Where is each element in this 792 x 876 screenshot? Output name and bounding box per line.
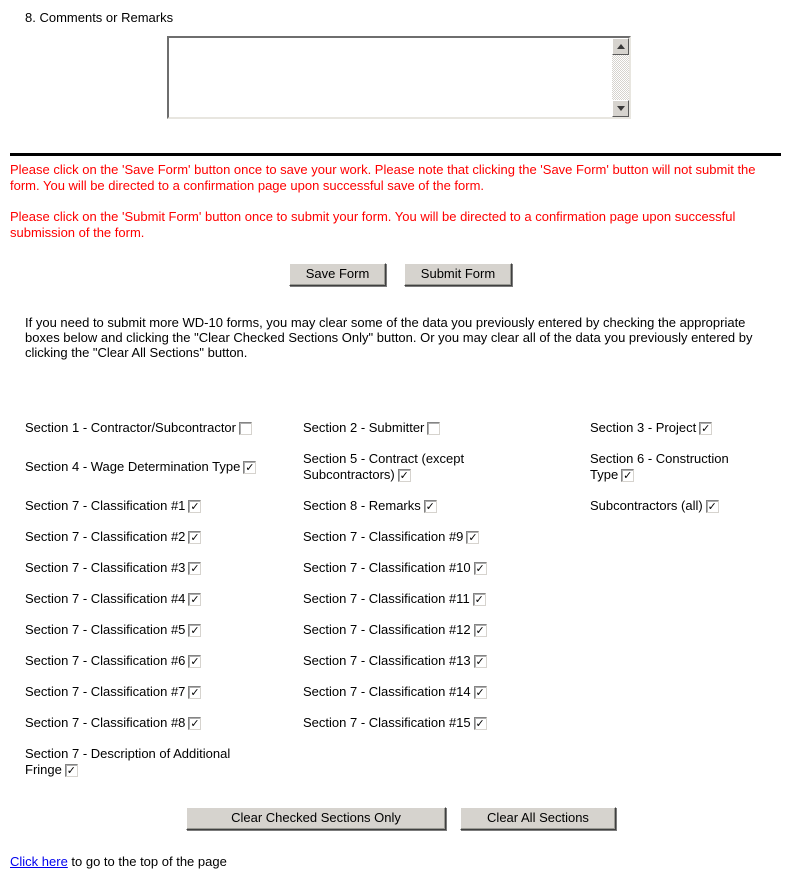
section-checkbox-label: Section 2 - Submitter <box>303 420 425 435</box>
comments-label: 8. Comments or Remarks <box>25 10 174 25</box>
comments-scrollbar <box>612 38 629 117</box>
section-checkbox[interactable] <box>239 422 252 435</box>
section-checkbox[interactable]: ✓ <box>701 422 711 435</box>
section-checkbox-cell <box>25 498 267 514</box>
section-checkbox[interactable]: ✓ <box>399 469 409 482</box>
section-checkbox-cell <box>25 420 267 436</box>
footer-text: to go to the top of the page <box>67 854 227 869</box>
comments-textarea-frame <box>167 36 631 119</box>
section-checkbox-cell <box>25 653 267 669</box>
section-checkbox-cell <box>303 622 521 638</box>
section-checkbox-label: Section 7 - Classification #11 <box>303 591 470 606</box>
section-checkbox-label: Section 7 - Classification #1 <box>25 498 186 513</box>
section-checkbox[interactable]: ✓ <box>475 717 485 730</box>
section-checkbox[interactable]: ✓ <box>190 624 200 637</box>
submit-form-button[interactable]: Submit Form <box>404 263 512 286</box>
section-checkbox-cell <box>303 420 521 436</box>
section-checkbox[interactable] <box>427 422 440 435</box>
section-checkbox[interactable]: ✓ <box>468 531 478 544</box>
section-checkbox[interactable]: ✓ <box>190 655 200 668</box>
down-arrow-icon <box>617 106 625 111</box>
section-checkbox[interactable]: ✓ <box>475 562 485 575</box>
scrollbar-track[interactable] <box>612 55 629 100</box>
section-checkbox[interactable]: ✓ <box>190 531 200 544</box>
section-checkbox[interactable]: ✓ <box>245 461 255 474</box>
section-checkbox-cell <box>303 653 521 669</box>
section-checkbox[interactable]: ✓ <box>190 562 200 575</box>
section-checkbox-label: Section 5 - Contract (except Subcontractors) <box>303 451 465 482</box>
comments-textarea[interactable] <box>169 38 612 117</box>
section-checkbox-label: Section 7 - Classification #12 <box>303 622 471 637</box>
section-checkbox[interactable]: ✓ <box>190 717 200 730</box>
top-of-page-link[interactable]: Click here <box>10 854 68 869</box>
section-checkbox-label: Section 7 - Classification #4 <box>25 591 186 606</box>
section-checkbox-cell <box>303 715 521 731</box>
section-checkbox[interactable]: ✓ <box>425 500 435 513</box>
section-checkbox-cell <box>303 451 521 483</box>
section-checkbox-label: Section 7 - Classification #2 <box>25 529 186 544</box>
section-checkbox-label: Section 7 - Classification #5 <box>25 622 186 637</box>
clear-checked-sections-button[interactable]: Clear Checked Sections Only <box>186 807 446 830</box>
section-checkbox-label: Section 7 - Description of Additional Fringe <box>25 746 231 777</box>
section-checkbox-label: Section 8 - Remarks <box>303 498 421 513</box>
footer <box>10 854 227 869</box>
section-checkbox-cell <box>25 560 267 576</box>
save-form-button[interactable]: Save Form <box>289 263 386 286</box>
section-checkbox-cell <box>25 746 267 778</box>
submit-instructions-text: Please click on the 'Submit Form' button once to submit your form. You will be directed to a confirmation page upon successful submission of the form. <box>10 209 736 240</box>
section-checkbox-label: Subcontractors (all) <box>590 498 703 513</box>
clear-all-sections-button[interactable]: Clear All Sections <box>460 807 616 830</box>
section-checkbox-label: Section 7 - Classification #10 <box>303 560 471 575</box>
section-checkbox-label: Section 7 - Classification #8 <box>25 715 186 730</box>
section-checkbox[interactable]: ✓ <box>475 686 485 699</box>
section-checkbox[interactable]: ✓ <box>474 593 484 606</box>
section-checkbox-cell <box>590 420 756 436</box>
section-checkbox[interactable]: ✓ <box>190 500 200 513</box>
section-checkbox-label: Section 7 - Classification #15 <box>303 715 471 730</box>
section-checkbox-cell <box>25 529 267 545</box>
section-checkbox-label: Section 7 - Classification #7 <box>25 684 186 699</box>
section-checkbox-cell <box>590 498 756 514</box>
section-checkbox-cell <box>303 684 521 700</box>
scrollbar-up-button[interactable] <box>612 38 629 55</box>
section-divider <box>10 153 781 156</box>
section-checkbox-label: Section 6 - Construction Type <box>590 451 729 482</box>
section-checkbox-cell <box>303 529 521 545</box>
clear-sections-grid <box>25 420 767 778</box>
scrollbar-down-button[interactable] <box>612 100 629 117</box>
section-checkbox[interactable]: ✓ <box>475 624 485 637</box>
section-checkbox[interactable]: ✓ <box>190 593 200 606</box>
section-checkbox-label: Section 7 - Classification #13 <box>303 653 471 668</box>
section-checkbox-cell <box>25 459 267 475</box>
section-checkbox-cell <box>303 560 521 576</box>
section-checkbox-label: Section 4 - Wage Determination Type <box>25 459 241 474</box>
section-checkbox-label: Section 7 - Classification #6 <box>25 653 186 668</box>
section-checkbox[interactable]: ✓ <box>475 655 485 668</box>
section-checkbox-cell <box>303 591 521 607</box>
section-checkbox-label: Section 7 - Classification #3 <box>25 560 186 575</box>
section-checkbox[interactable]: ✓ <box>707 500 717 513</box>
section-checkbox-cell <box>25 591 267 607</box>
section-checkbox[interactable]: ✓ <box>623 469 633 482</box>
section-checkbox-cell <box>303 498 521 514</box>
clear-instructions-text: If you need to submit more WD-10 forms, you may clear some of the data you previously entered by checking the appropriate boxes below and clicking the "Clear Checked Sections Only" button. Or you may clear all of the data you previously entered by clicking the "Clear All Sections" button. <box>25 315 753 360</box>
section-checkbox[interactable]: ✓ <box>66 764 76 777</box>
up-arrow-icon <box>617 44 625 49</box>
section-checkbox-cell <box>25 622 267 638</box>
section-checkbox-cell <box>25 715 267 731</box>
section-checkbox-label: Section 7 - Classification #14 <box>303 684 471 699</box>
section-checkbox-label: Section 1 - Contractor/Subcontractor <box>25 420 236 435</box>
section-checkbox-cell <box>590 451 756 483</box>
section-checkbox-label: Section 7 - Classification #9 <box>303 529 464 544</box>
section-checkbox-cell <box>25 684 267 700</box>
section-checkbox[interactable]: ✓ <box>190 686 200 699</box>
save-instructions-text: Please click on the 'Save Form' button once to save your work. Please note that clicking the 'Save Form' button will not submit the form. You will be directed to a confirmation page upon successful save of the form. <box>10 162 756 193</box>
section-checkbox-label: Section 3 - Project <box>590 420 697 435</box>
